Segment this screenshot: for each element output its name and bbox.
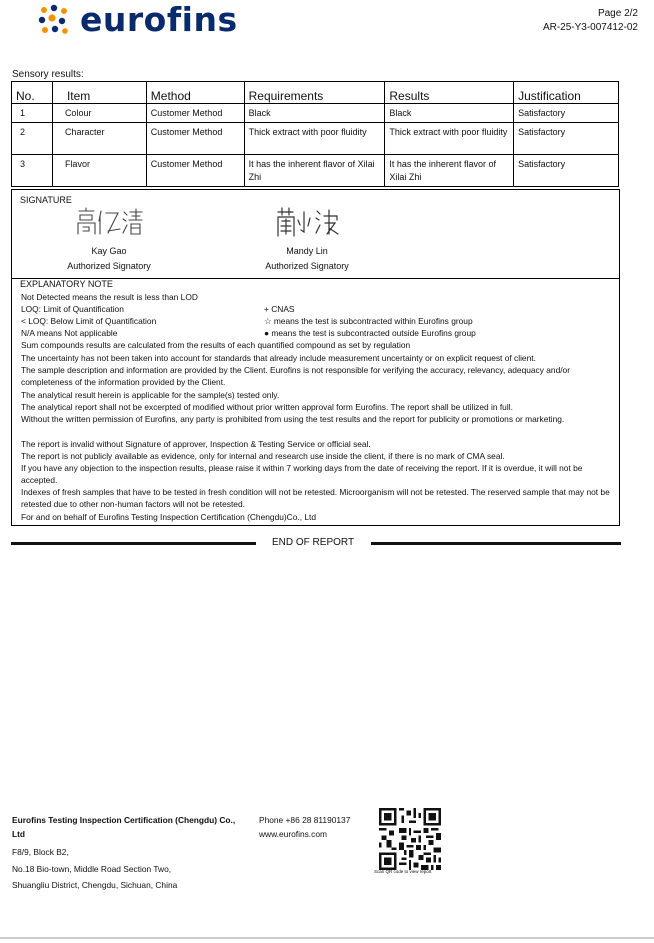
note-paragraph: Without the written permission of Eurofins, any party is prohibited from using the test results and the report for publicity or promotions or marketing. [21,414,565,424]
report-number: AR-25-Y3-007412-02 [542,22,638,33]
signatory-title: Authorized Signatory [265,261,349,271]
col-header-results: Results [385,82,514,104]
eurofins-logo [36,0,238,42]
cell-requirements: Thick extract with poor fluidity [244,123,385,155]
sensory-results-table [11,81,619,187]
col-header-justification: Justification [514,82,619,104]
page-bottom-edge [0,937,654,939]
note-definition: N/A means Not applicable [21,328,118,338]
cell-method: Customer Method [146,123,244,155]
note-definition: Not Detected means the result is less than LOD [21,292,198,302]
cell-item: Colour [52,104,146,123]
cell-no: 1 [12,104,53,123]
cell-item: Flavor [52,155,146,187]
signatory-block [49,246,169,271]
note-paragraph: The report is invalid without Signature of approver, Inspection & Testing Service or official seal. [21,439,371,449]
cell-requirements: Black [244,104,385,123]
table-row [12,123,619,155]
table-row [12,155,619,187]
footer-contact [259,813,350,841]
note-paragraph: The sample description and information are provided by the Client. Eurofins is not responsible for verifying the accuracy, relevancy, adequacy and/or completeness of the information provided by the Client. [21,365,571,387]
signature-section [11,189,620,279]
cell-requirements: It has the inherent flavor of Xilai Zhi [244,155,385,187]
eurofins-logo-icon [36,2,76,42]
note-paragraph: The analytical report shall not be excerpted of modified without prior written approval form Eurofins. The report shall be utilized in full. [21,402,513,412]
cell-method: Customer Method [146,155,244,187]
signatory-block [247,246,367,271]
note-paragraph: The report is not publicly available as evidence, only for internal and research use inside the client, if there is no mark of CMA seal. [21,451,505,461]
footer-phone: Phone +86 28 81190137 [259,815,351,825]
footer-address-line: F8/9, Block B2, [12,847,69,857]
note-paragraph: If you have any objection to the inspection results, please raise it within 7 working days from the date of receiving the report. If it is overdue, it will not be accepted. [21,463,583,485]
footer-address-line: Shuangliu District, Chengdu, Sichuan, China [12,880,178,890]
cell-justification: Satisfactory [514,104,619,123]
page-info [543,7,638,35]
explanatory-note-section [11,277,620,526]
qr-code-icon[interactable] [379,808,441,870]
end-of-report: END OF REPORT [272,537,355,548]
col-header-item: Item [52,82,146,104]
cell-results: It has the inherent flavor of Xilai Zhi [385,155,514,187]
note-paragraph: The uncertainty has not been taken into account for standards that already include measurement uncertainty or on explicit request of client. [21,353,536,363]
cell-results: Black [385,104,514,123]
note-paragraph: Indexes of fresh samples that have to be tested in fresh condition will not be retested. Microorganism will not be retested. The reserved sample that may not be retested due to other non-human factors will not be retested. [21,487,610,509]
sensory-title: Sensory results: [12,69,84,80]
legend-subcontract-within: ☆ means the test is subcontracted within Eurofins group [264,316,473,326]
signature-kay-gao-image [74,207,144,237]
cell-justification: Satisfactory [514,123,619,155]
cell-method: Customer Method [146,104,244,123]
signature-heading: SIGNATURE [20,195,72,205]
end-divider-left [11,542,256,545]
legend-cnas: + CNAS [264,304,295,314]
footer-company: Eurofins Testing Inspection Certification (Chengdu) Co., Ltd [12,815,236,839]
cell-results: Thick extract with poor fluidity [385,123,514,155]
footer-address-line: No.18 Bio-town, Middle Road Section Two, [12,863,172,874]
table-header-row [12,82,619,104]
cell-justification: Satisfactory [514,155,619,187]
note-paragraph: Sum compounds results are calculated from the results of each quantified compound as set by regulation [21,340,411,350]
footer-address [12,844,177,894]
qr-caption: Scan QR code to view report [374,869,432,874]
legend-subcontract-outside: ● means the test is subcontracted outside Eurofins group [264,328,476,338]
col-header-requirements: Requirements [244,82,385,104]
logo-wordmark: eurofins [80,0,238,39]
signatory-name: Mandy Lin [286,246,328,256]
page-number: Page 2/2 [597,8,638,19]
note-definition: < LOQ: Below Limit of Quantification [21,316,157,326]
note-paragraph: The analytical result herein is applicable for the sample(s) tested only. [21,390,280,400]
footer-website[interactable]: www.eurofins.com [259,829,327,839]
table-row [12,104,619,123]
end-divider-right [371,542,621,545]
col-header-no: No. [12,82,53,104]
note-definition: LOQ: Limit of Quantification [21,304,124,314]
note-heading: EXPLANATORY NOTE [20,279,113,289]
cell-item: Character [52,123,146,155]
note-paragraph: For and on behalf of Eurofins Testing Inspection Certification (Chengdu)Co., Ltd [21,512,317,522]
signatory-title: Authorized Signatory [67,261,151,271]
signatory-name: Kay Gao [91,246,127,256]
col-header-method: Method [146,82,244,104]
signature-mandy-lin-image [275,206,341,238]
cell-no: 2 [12,123,53,155]
cell-no: 3 [12,155,53,187]
